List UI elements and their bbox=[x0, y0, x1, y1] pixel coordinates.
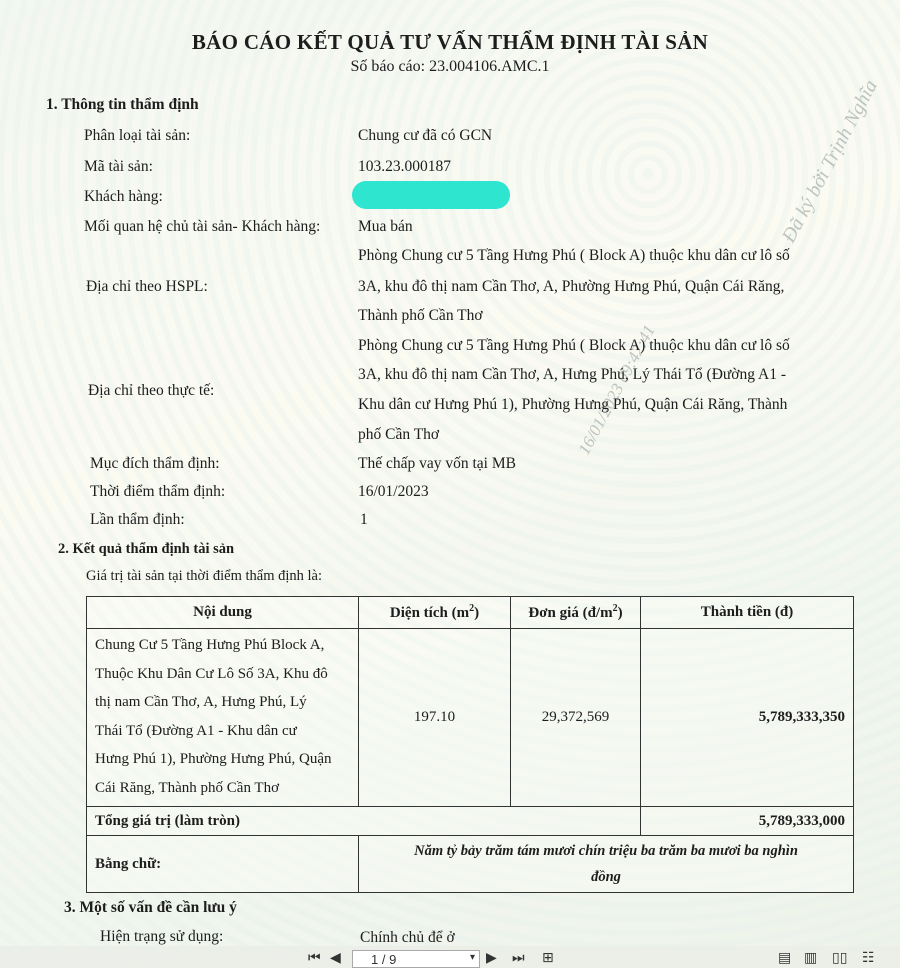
label-asset-type: Phân loại tài sản: bbox=[84, 127, 191, 144]
next-page-icon[interactable]: ▶ bbox=[486, 949, 497, 965]
value-appraisal-date: 16/01/2023 bbox=[358, 483, 429, 500]
cell-total-value: 5,789,333,000 bbox=[641, 807, 854, 836]
value-legal-address-line-3: Thành phố Cần Thơ bbox=[358, 307, 483, 324]
value-purpose: Thế chấp vay vốn tại MB bbox=[358, 455, 516, 472]
value-asset-type: Chung cư đã có GCN bbox=[358, 127, 493, 144]
cell-unit-price: 29,372,569 bbox=[511, 629, 641, 807]
value-actual-address-line-4: phố Cần Thơ bbox=[358, 426, 440, 443]
label-appraisal-count: Lần thẩm định: bbox=[90, 511, 185, 528]
report-number: Số báo cáo: 23.004106.AMC.1 bbox=[350, 58, 550, 75]
last-page-icon[interactable]: ⏭ bbox=[512, 949, 525, 965]
signature-watermark: Đã ký bởi Trịnh Nghĩa bbox=[777, 76, 883, 247]
continuous-view-icon[interactable]: ▥ bbox=[804, 949, 818, 965]
table-row bbox=[87, 629, 854, 807]
header-content: Nội dung bbox=[87, 597, 359, 629]
value-actual-address-line-3: Khu dân cư Hưng Phú 1), Phường Hưng Phú, Quận Cái Răng, Thành bbox=[358, 396, 788, 413]
header-amount: Thành tiền (đ) bbox=[641, 597, 854, 629]
section-3-heading: 3. Một số vấn đề cần lưu ý bbox=[64, 899, 237, 916]
signature-watermark-date: 16/01/2023 09:42:41 bbox=[574, 321, 659, 458]
label-asset-code: Mã tài sản: bbox=[84, 158, 153, 175]
value-relationship: Mua bán bbox=[358, 218, 413, 235]
page-selector[interactable] bbox=[352, 950, 480, 968]
customer-redaction bbox=[352, 181, 510, 209]
label-relationship: Mối quan hệ chủ tài sản- Khách hàng: bbox=[84, 218, 321, 235]
value-actual-address-line-2: 3A, khu đô thị nam Cần Thơ, A, Hưng Phú, Lý Thái Tổ (Đường A1 - bbox=[358, 366, 787, 383]
label-customer: Khách hàng: bbox=[84, 188, 163, 205]
cell-total-label: Tổng giá trị (làm tròn) bbox=[87, 807, 641, 836]
header-unit-price: Đơn giá $(đ/m^2)$ bbox=[511, 597, 641, 629]
page-indicator: 1 / 9 bbox=[371, 952, 397, 967]
pdf-viewer-toolbar bbox=[0, 946, 900, 968]
table-words-row bbox=[87, 836, 854, 893]
single-page-view-icon[interactable]: ▤ bbox=[778, 949, 792, 965]
table-header-row bbox=[87, 597, 854, 629]
label-purpose: Mục đích thẩm định: bbox=[90, 455, 220, 472]
label-appraisal-date: Thời điểm thẩm định: bbox=[90, 483, 226, 500]
cell-words-value: Năm tỷ bảy trăm tám mươi chín triệu ba trăm ba mươi ba nghìn đồng bbox=[359, 836, 854, 893]
cell-words-label: Bằng chữ: bbox=[87, 836, 359, 893]
label-usage-status: Hiện trạng sử dụng: bbox=[100, 928, 224, 945]
value-appraisal-count: 1 bbox=[360, 511, 368, 528]
valuation-table bbox=[86, 596, 854, 893]
label-actual-address: Địa chỉ theo thực tế: bbox=[88, 382, 215, 399]
table-total-row bbox=[87, 807, 854, 836]
previous-page-icon[interactable]: ◀ bbox=[330, 949, 341, 965]
report-title: BÁO CÁO KẾT QUẢ TƯ VẤN THẨM ĐỊNH TÀI SẢN bbox=[191, 30, 709, 54]
cell-amount: 5,789,333,350 bbox=[641, 629, 854, 807]
cell-description: Chung Cư 5 Tầng Hưng Phú Block A, Thuộc Khu Dân Cư Lô Số 3A, Khu đô thị nam Cần Thơ, A, Hưng Phú, Lý Thái Tổ (Đường A1 - Khu dân cư Hưng Phú 1), Phường Hưng Phú, Quận Cái Răng, Thành phố Cần Thơ bbox=[87, 629, 359, 807]
label-legal-address: Địa chỉ theo HSPL: bbox=[86, 278, 208, 295]
cell-area: 197.10 bbox=[359, 629, 511, 807]
value-legal-address-line-1: Phòng Chung cư 5 Tầng Hưng Phú ( Block A) thuộc khu dân cư lô số bbox=[358, 247, 790, 264]
two-page-view-icon[interactable]: ▯▯ bbox=[832, 949, 848, 965]
chevron-down-icon: ▾ bbox=[469, 952, 475, 963]
first-page-icon[interactable]: ⏮ bbox=[308, 949, 321, 965]
fit-page-icon[interactable]: ⊞ bbox=[542, 949, 554, 965]
two-page-continuous-icon[interactable]: ☷ bbox=[862, 949, 875, 965]
section-2-heading: 2. Kết quả thẩm định tài sản bbox=[58, 541, 235, 557]
section-1-heading: 1. Thông tin thẩm định bbox=[46, 96, 199, 113]
value-legal-address-line-2: 3A, khu đô thị nam Cần Thơ, A, Phường Hưng Phú, Quận Cái Răng, bbox=[358, 278, 785, 295]
value-actual-address-line-1: Phòng Chung cư 5 Tầng Hưng Phú ( Block A) thuộc khu dân cư lô số bbox=[358, 337, 790, 354]
value-usage-status: Chính chủ để ở bbox=[360, 929, 455, 946]
header-area: Diện tích $(m^2)$ bbox=[359, 597, 511, 629]
value-asset-code: 103.23.000187 bbox=[358, 158, 451, 175]
section-2-intro: Giá trị tài sản tại thời điểm thẩm định là: bbox=[86, 568, 322, 584]
